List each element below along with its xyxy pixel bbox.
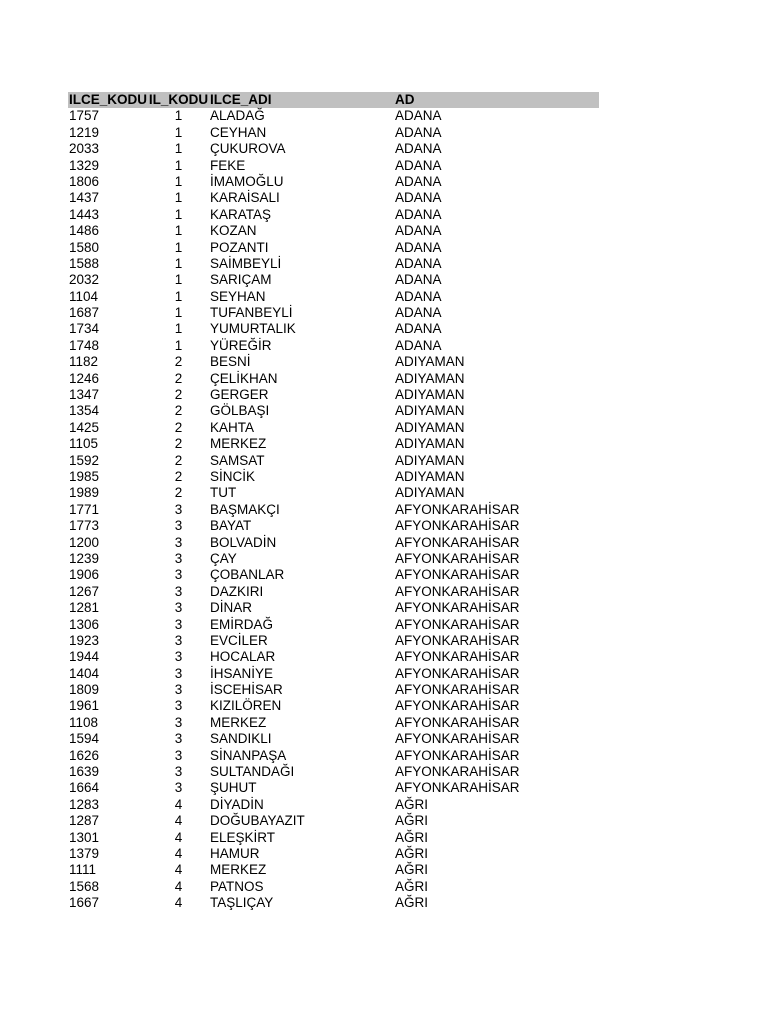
- cell-il-kodu: 1: [174, 141, 183, 157]
- table-row: [68, 535, 599, 551]
- cell-ad: AFYONKARAHİSAR: [395, 731, 520, 747]
- cell-ilce-adi: CEYHAN: [210, 124, 267, 140]
- cell-il-kodu: 1: [174, 223, 183, 239]
- cell-ad: ADANA: [395, 141, 442, 157]
- table-row: [68, 256, 599, 272]
- cell-ilce-adi: TUFANBEYLİ: [210, 305, 293, 321]
- cell-ilce-kodu: 1664: [69, 780, 100, 796]
- cell-ilce-kodu: 1267: [69, 583, 100, 599]
- cell-ad: AĞRI: [395, 813, 429, 829]
- table-row: [68, 633, 599, 649]
- cell-ilce-adi: TAŞLIÇAY: [210, 895, 274, 911]
- cell-ilce-adi: KARATAŞ: [210, 206, 272, 222]
- cell-ilce-kodu: 1379: [69, 845, 100, 861]
- cell-ilce-adi: ALADAĞ: [210, 108, 265, 124]
- table-row: [68, 879, 599, 895]
- cell-ad: AFYONKARAHİSAR: [395, 714, 520, 730]
- cell-ad: AĞRI: [395, 829, 429, 845]
- cell-ad: AFYONKARAHİSAR: [395, 616, 520, 632]
- cell-ilce-kodu: 1425: [69, 419, 100, 435]
- cell-il-kodu: 2: [174, 452, 183, 468]
- table-row: [68, 567, 599, 583]
- header-ilce-adi: ILCE_ADI: [210, 92, 272, 107]
- cell-ilce-adi: SİNCİK: [210, 468, 256, 484]
- table-row: [68, 600, 599, 616]
- table-row: [68, 846, 599, 862]
- table-row: [68, 436, 599, 452]
- cell-ilce-kodu: 1639: [69, 764, 100, 780]
- cell-ad: AĞRI: [395, 862, 429, 878]
- table-row: [68, 698, 599, 714]
- cell-ilce-adi: SULTANDAĞI: [210, 764, 295, 780]
- cell-il-kodu: 2: [174, 387, 183, 403]
- cell-ilce-adi: İMAMOĞLU: [210, 173, 284, 189]
- table-row: [68, 551, 599, 567]
- cell-ad: AFYONKARAHİSAR: [395, 764, 520, 780]
- cell-ilce-kodu: 1748: [69, 337, 100, 353]
- cell-ilce-adi: MERKEZ: [210, 862, 267, 878]
- cell-ilce-kodu: 1404: [69, 665, 100, 681]
- cell-ilce-kodu: 1592: [69, 452, 100, 468]
- cell-il-kodu: 3: [174, 501, 183, 517]
- cell-il-kodu: 1: [174, 206, 183, 222]
- table-row: [68, 272, 599, 288]
- cell-il-kodu: 3: [174, 665, 183, 681]
- cell-ilce-adi: SEYHAN: [210, 288, 266, 304]
- cell-ilce-kodu: 2032: [69, 272, 100, 288]
- header-row: [68, 92, 599, 108]
- cell-il-kodu: 3: [174, 780, 183, 796]
- cell-ilce-kodu: 1200: [69, 534, 100, 550]
- table-row: [68, 289, 599, 305]
- cell-il-kodu: 4: [174, 862, 183, 878]
- cell-ad: AFYONKARAHİSAR: [395, 747, 520, 763]
- table-row: [68, 321, 599, 337]
- header-ad: AD: [395, 92, 415, 107]
- cell-ilce-kodu: 1111: [69, 862, 97, 878]
- cell-ad: AFYONKARAHİSAR: [395, 534, 520, 550]
- cell-il-kodu: 4: [174, 829, 183, 845]
- cell-il-kodu: 3: [174, 632, 183, 648]
- cell-ilce-adi: PATNOS: [210, 878, 264, 894]
- cell-ad: ADANA: [395, 223, 442, 239]
- table-row: [68, 682, 599, 698]
- cell-il-kodu: 3: [174, 518, 183, 534]
- cell-ilce-adi: BOLVADİN: [210, 534, 277, 550]
- cell-ilce-adi: DİNAR: [210, 600, 253, 616]
- table-row: [68, 403, 599, 419]
- cell-ilce-adi: HAMUR: [210, 845, 260, 861]
- cell-ad: ADANA: [395, 337, 442, 353]
- cell-ilce-adi: ÇUKUROVA: [210, 141, 286, 157]
- table-row: [68, 780, 599, 796]
- cell-ilce-kodu: 1588: [69, 255, 100, 271]
- cell-ilce-adi: KIZILÖREN: [210, 698, 282, 714]
- cell-il-kodu: 3: [174, 534, 183, 550]
- cell-ilce-kodu: 1437: [69, 190, 100, 206]
- cell-il-kodu: 3: [174, 714, 183, 730]
- cell-il-kodu: 1: [174, 157, 183, 173]
- cell-il-kodu: 2: [174, 436, 183, 452]
- cell-ilce-adi: KOZAN: [210, 223, 257, 239]
- cell-ad: AFYONKARAHİSAR: [395, 550, 520, 566]
- table-row: [68, 485, 599, 501]
- cell-ad: ADANA: [395, 239, 442, 255]
- cell-ilce-kodu: 1239: [69, 550, 100, 566]
- cell-il-kodu: 2: [174, 354, 183, 370]
- cell-ad: AFYONKARAHİSAR: [395, 698, 520, 714]
- cell-ad: AFYONKARAHİSAR: [395, 567, 520, 583]
- table-row: [68, 715, 599, 731]
- cell-il-kodu: 1: [174, 305, 183, 321]
- cell-ilce-adi: KAHTA: [210, 419, 255, 435]
- cell-il-kodu: 3: [174, 698, 183, 714]
- cell-ilce-kodu: 1568: [69, 878, 100, 894]
- cell-il-kodu: 3: [174, 764, 183, 780]
- cell-il-kodu: 1: [174, 337, 183, 353]
- cell-ad: ADANA: [395, 124, 442, 140]
- cell-ilce-kodu: 1773: [69, 518, 100, 534]
- cell-ilce-kodu: 1219: [69, 124, 100, 140]
- cell-ad: ADANA: [395, 190, 442, 206]
- cell-ilce-adi: YUMURTALIK: [210, 321, 296, 337]
- table-row: [68, 830, 599, 846]
- table-row: [68, 748, 599, 764]
- table-row: [68, 584, 599, 600]
- cell-ad: AFYONKARAHİSAR: [395, 682, 520, 698]
- table-row: [68, 305, 599, 321]
- cell-ad: ADIYAMAN: [395, 452, 465, 468]
- cell-ad: ADANA: [395, 173, 442, 189]
- cell-ilce-kodu: 1182: [69, 354, 99, 370]
- table-row: [68, 207, 599, 223]
- cell-ilce-adi: POZANTI: [210, 239, 269, 255]
- cell-ilce-adi: KARAİSALI: [210, 190, 280, 206]
- cell-ad: ADANA: [395, 157, 442, 173]
- cell-il-kodu: 4: [174, 878, 183, 894]
- cell-ilce-kodu: 1989: [69, 485, 100, 501]
- table-row: [68, 141, 599, 157]
- cell-il-kodu: 3: [174, 550, 183, 566]
- table-row: [68, 862, 599, 878]
- cell-ad: ADANA: [395, 321, 442, 337]
- table-row: [68, 649, 599, 665]
- spreadsheet-table: [68, 92, 599, 912]
- cell-ad: ADIYAMAN: [395, 485, 465, 501]
- table-row: [68, 502, 599, 518]
- table-row: [68, 617, 599, 633]
- cell-ad: AFYONKARAHİSAR: [395, 665, 520, 681]
- cell-ilce-kodu: 1626: [69, 747, 100, 763]
- cell-il-kodu: 3: [174, 600, 183, 616]
- cell-ilce-adi: ŞUHUT: [210, 780, 257, 796]
- cell-ilce-kodu: 1806: [69, 173, 100, 189]
- cell-ilce-adi: SİNANPAŞA: [210, 747, 287, 763]
- cell-ad: AFYONKARAHİSAR: [395, 518, 520, 534]
- table-row: [68, 895, 599, 911]
- cell-ilce-kodu: 1354: [69, 403, 100, 419]
- cell-ilce-kodu: 1104: [69, 288, 99, 304]
- cell-ilce-kodu: 1486: [69, 223, 100, 239]
- cell-ad: ADANA: [395, 272, 442, 288]
- cell-ilce-kodu: 1580: [69, 239, 100, 255]
- cell-il-kodu: 2: [174, 370, 183, 386]
- cell-ilce-adi: EMİRDAĞ: [210, 616, 274, 632]
- cell-ilce-kodu: 1281: [69, 600, 100, 616]
- table-row: [68, 453, 599, 469]
- cell-ilce-kodu: 1961: [69, 698, 100, 714]
- table-body: [68, 108, 599, 911]
- table-row: [68, 371, 599, 387]
- cell-il-kodu: 4: [174, 845, 183, 861]
- table-row: [68, 469, 599, 485]
- cell-ilce-kodu: 1734: [69, 321, 100, 337]
- cell-ad: AĞRI: [395, 796, 429, 812]
- cell-il-kodu: 1: [174, 255, 183, 271]
- cell-ad: ADIYAMAN: [395, 354, 465, 370]
- table-row: [68, 666, 599, 682]
- cell-ilce-kodu: 1923: [69, 632, 100, 648]
- table-row: [68, 731, 599, 747]
- cell-ilce-kodu: 1301: [69, 829, 100, 845]
- cell-ad: AĞRI: [395, 878, 429, 894]
- table-row: [68, 190, 599, 206]
- cell-il-kodu: 1: [174, 288, 183, 304]
- table-row: [68, 420, 599, 436]
- cell-ilce-kodu: 1347: [69, 387, 100, 403]
- cell-ilce-adi: DİYADİN: [210, 796, 264, 812]
- table-row: [68, 240, 599, 256]
- cell-ad: AĞRI: [395, 845, 429, 861]
- table-row: [68, 797, 599, 813]
- table-row: [68, 158, 599, 174]
- cell-ilce-adi: TUT: [210, 485, 237, 501]
- header-il-kodu: IL_KODU: [148, 92, 209, 107]
- cell-il-kodu: 1: [174, 272, 183, 288]
- cell-il-kodu: 3: [174, 616, 183, 632]
- cell-ilce-adi: BESNİ: [210, 354, 251, 370]
- cell-il-kodu: 3: [174, 649, 183, 665]
- cell-ilce-kodu: 1246: [69, 370, 100, 386]
- table-row: [68, 174, 599, 190]
- table-row: [68, 125, 599, 141]
- table-row: [68, 518, 599, 534]
- cell-ilce-kodu: 1667: [69, 895, 100, 911]
- cell-ilce-adi: DOĞUBAYAZIT: [210, 813, 305, 829]
- cell-ad: AFYONKARAHİSAR: [395, 501, 520, 517]
- cell-ilce-adi: GÖLBAŞI: [210, 403, 270, 419]
- cell-il-kodu: 1: [174, 108, 183, 124]
- cell-ilce-kodu: 1687: [69, 305, 100, 321]
- cell-ilce-adi: BAŞMAKÇI: [210, 501, 280, 517]
- cell-ad: AFYONKARAHİSAR: [395, 583, 520, 599]
- cell-ilce-kodu: 1757: [69, 108, 100, 124]
- cell-ilce-kodu: 1443: [69, 206, 100, 222]
- cell-ilce-kodu: 1108: [69, 714, 99, 730]
- cell-ilce-adi: SAMSAT: [210, 452, 265, 468]
- cell-ad: ADIYAMAN: [395, 436, 465, 452]
- cell-il-kodu: 1: [174, 173, 183, 189]
- cell-ad: ADANA: [395, 206, 442, 222]
- cell-ilce-adi: ELEŞKİRT: [210, 829, 276, 845]
- cell-ad: AFYONKARAHİSAR: [395, 600, 520, 616]
- cell-il-kodu: 2: [174, 403, 183, 419]
- cell-il-kodu: 4: [174, 813, 183, 829]
- cell-il-kodu: 1: [174, 190, 183, 206]
- cell-il-kodu: 1: [174, 239, 183, 255]
- cell-ad: ADANA: [395, 305, 442, 321]
- cell-ilce-kodu: 1771: [69, 501, 100, 517]
- cell-ad: AFYONKARAHİSAR: [395, 632, 520, 648]
- table-row: [68, 354, 599, 370]
- cell-ilce-adi: GERGER: [210, 387, 269, 403]
- cell-ilce-adi: ÇAY: [210, 550, 237, 566]
- cell-ad: ADANA: [395, 108, 442, 124]
- cell-ilce-kodu: 2033: [69, 141, 100, 157]
- cell-il-kodu: 1: [174, 321, 183, 337]
- cell-ilce-kodu: 1944: [69, 649, 100, 665]
- cell-ilce-adi: SARIÇAM: [210, 272, 272, 288]
- cell-il-kodu: 3: [174, 731, 183, 747]
- cell-il-kodu: 4: [174, 796, 183, 812]
- cell-ilce-adi: HOCALAR: [210, 649, 276, 665]
- cell-ilce-kodu: 1329: [69, 157, 100, 173]
- cell-il-kodu: 4: [174, 895, 183, 911]
- cell-ilce-adi: DAZKIRI: [210, 583, 264, 599]
- cell-ad: ADIYAMAN: [395, 387, 465, 403]
- table-row: [68, 387, 599, 403]
- cell-ilce-adi: SANDIKLI: [210, 731, 272, 747]
- cell-ilce-adi: ÇOBANLAR: [210, 567, 285, 583]
- cell-ad: ADIYAMAN: [395, 370, 465, 386]
- cell-il-kodu: 3: [174, 682, 183, 698]
- cell-ilce-adi: EVCİLER: [210, 632, 268, 648]
- cell-il-kodu: 2: [174, 485, 183, 501]
- cell-ilce-kodu: 1306: [69, 616, 100, 632]
- cell-il-kodu: 2: [174, 468, 183, 484]
- cell-ilce-kodu: 1809: [69, 682, 100, 698]
- table-row: [68, 764, 599, 780]
- table-row: [68, 108, 599, 124]
- cell-ad: AFYONKARAHİSAR: [395, 649, 520, 665]
- cell-ilce-adi: FEKE: [210, 157, 246, 173]
- table-row: [68, 813, 599, 829]
- cell-ilce-kodu: 1906: [69, 567, 100, 583]
- cell-ad: ADANA: [395, 255, 442, 271]
- cell-ilce-adi: BAYAT: [210, 518, 252, 534]
- cell-ad: ADIYAMAN: [395, 419, 465, 435]
- table-row: [68, 338, 599, 354]
- cell-il-kodu: 1: [174, 124, 183, 140]
- cell-il-kodu: 3: [174, 583, 183, 599]
- cell-il-kodu: 3: [174, 567, 183, 583]
- cell-ilce-kodu: 1283: [69, 796, 100, 812]
- cell-ilce-kodu: 1985: [69, 468, 100, 484]
- cell-il-kodu: 3: [174, 747, 183, 763]
- cell-ilce-adi: YÜREĞİR: [210, 337, 272, 353]
- cell-ad: AĞRI: [395, 895, 429, 911]
- cell-ad: ADANA: [395, 288, 442, 304]
- cell-ilce-adi: MERKEZ: [210, 714, 267, 730]
- cell-il-kodu: 2: [174, 419, 183, 435]
- cell-ilce-adi: ÇELİKHAN: [210, 370, 278, 386]
- header-ilce-kodu: ILCE_KODU: [69, 92, 148, 107]
- table-row: [68, 223, 599, 239]
- cell-ilce-kodu: 1287: [69, 813, 100, 829]
- cell-ilce-kodu: 1594: [69, 731, 100, 747]
- cell-ilce-adi: İSCEHİSAR: [210, 682, 283, 698]
- cell-ad: ADIYAMAN: [395, 403, 465, 419]
- cell-ad: ADIYAMAN: [395, 468, 465, 484]
- cell-ad: AFYONKARAHİSAR: [395, 780, 520, 796]
- cell-ilce-adi: SAİMBEYLİ: [210, 255, 282, 271]
- cell-ilce-adi: MERKEZ: [210, 436, 267, 452]
- cell-ilce-kodu: 1105: [69, 436, 99, 452]
- cell-ilce-adi: İHSANİYE: [210, 665, 274, 681]
